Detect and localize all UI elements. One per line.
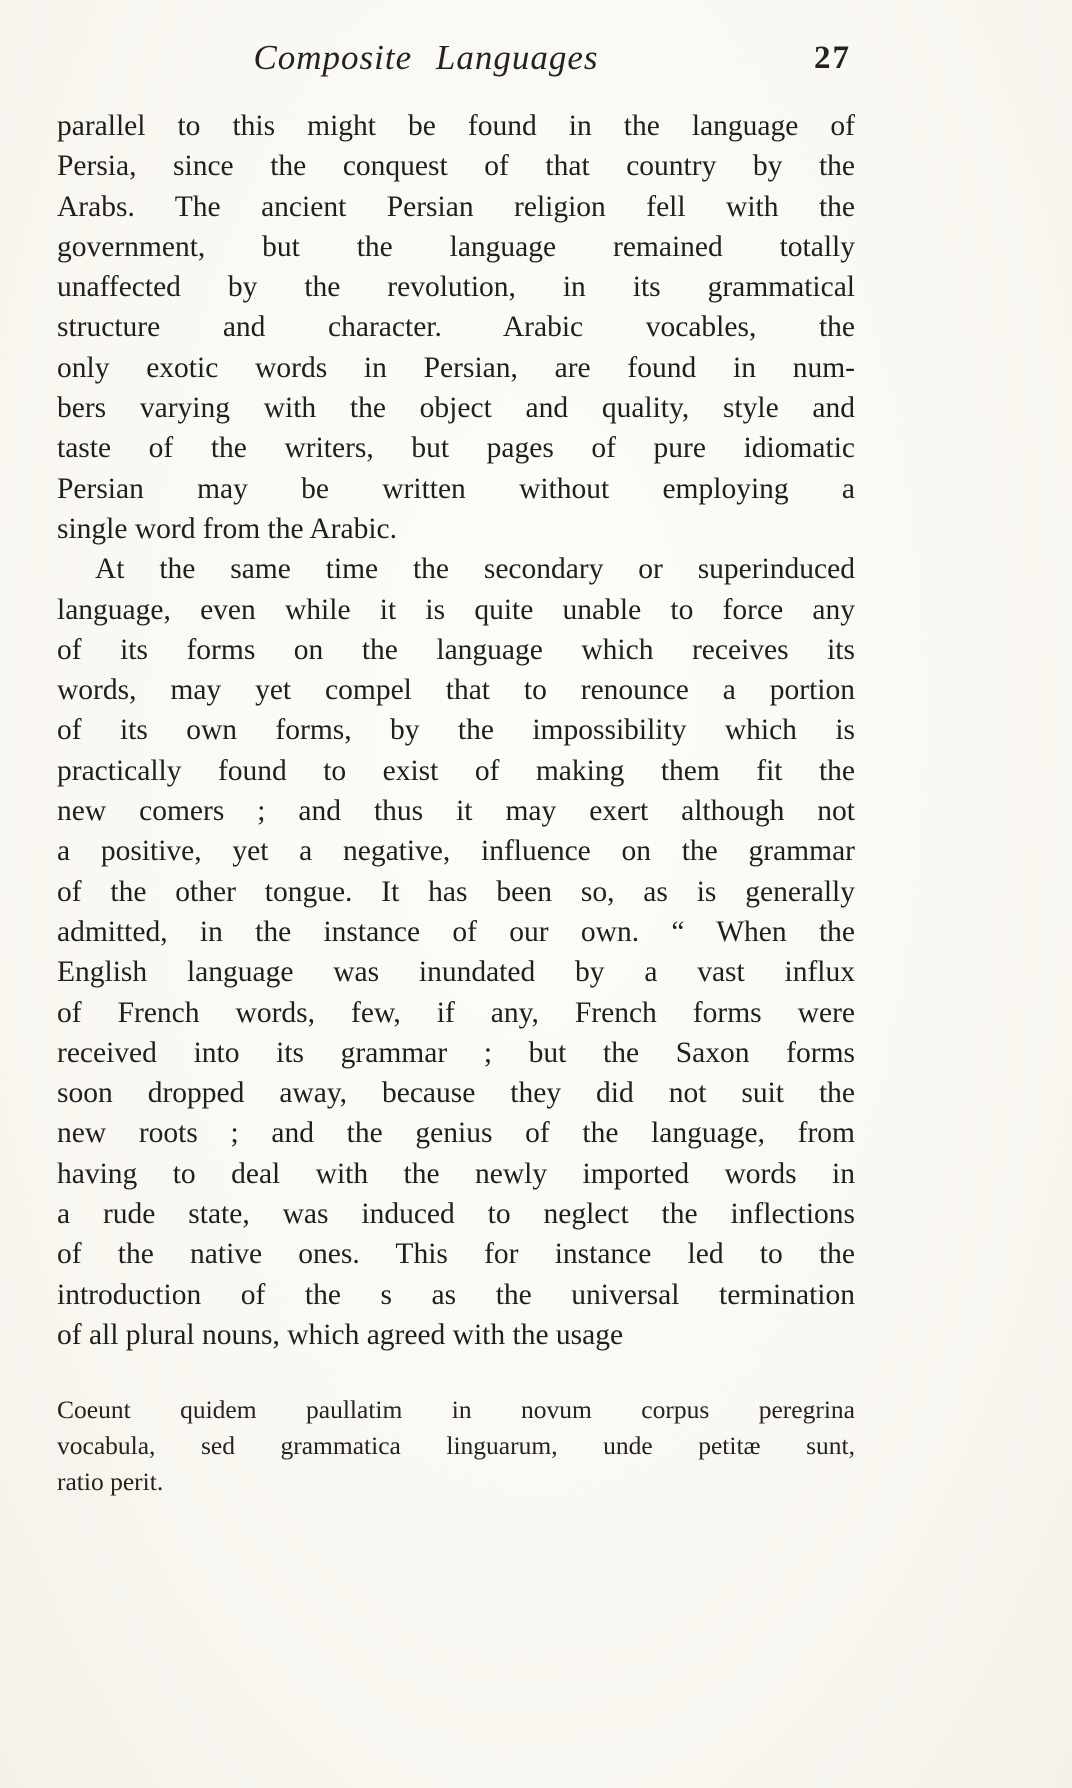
text-line: Coeunt quidem paullatim in novum corpus peregrina	[57, 1395, 855, 1424]
text-line: admitted, in the instance of our own. “ When the	[57, 915, 855, 948]
text-line: practically found to exist of making them fit the	[57, 754, 855, 787]
text-line: language, even while it is quite unable to force any	[57, 593, 855, 626]
paragraph-2	[57, 549, 855, 1355]
text-line: unaffected by the revolution, in its grammatical	[57, 271, 855, 304]
text-line: of its own forms, by the impossibility which is	[57, 714, 855, 747]
text-line: only exotic words in Persian, are found in num-	[57, 351, 855, 384]
text-line: words, may yet compel that to renounce a portion	[57, 674, 855, 707]
text-line: Persia, since the conquest of that country by the	[57, 150, 855, 183]
body-text	[57, 106, 855, 1355]
text-line: Arabs. The ancient Persian religion fell with the	[57, 190, 855, 223]
text-line: bers varying with the object and quality, style and	[57, 392, 855, 425]
text-line: having to deal with the newly imported words in	[57, 1157, 855, 1190]
text-line: of French words, few, if any, French forms were	[57, 996, 855, 1029]
text-line: English language was inundated by a vast influx	[57, 956, 855, 989]
text-line: new roots ; and the genius of the language, from	[57, 1117, 855, 1150]
text-line: At the same time the secondary or superinduced	[95, 553, 855, 586]
paragraph-1	[57, 106, 855, 549]
text-line: government, but the language remained totally	[57, 230, 855, 263]
page-number: 27	[814, 40, 851, 76]
page-header	[57, 38, 855, 94]
footnote	[57, 1392, 855, 1500]
running-title: Composite Languages	[253, 38, 599, 77]
text-line: parallel to this might be found in the language of	[57, 110, 855, 142]
text-line: soon dropped away, because they did not suit the	[57, 1077, 855, 1110]
text-line: of all plural nouns, which agreed with the usage	[57, 1318, 624, 1351]
text-line: of the other tongue. It has been so, as is generally	[57, 875, 855, 908]
text-line: introduction of the s as the universal termination	[57, 1278, 855, 1311]
text-line: of the native ones. This for instance led to the	[57, 1238, 855, 1271]
text-line: received into its grammar ; but the Saxon forms	[57, 1036, 855, 1069]
text-line: of its forms on the language which receives its	[57, 633, 855, 666]
text-line: taste of the writers, but pages of pure idiomatic	[57, 432, 855, 465]
text-line: single word from the Arabic.	[57, 512, 397, 545]
text-line: a positive, yet a negative, influence on the grammar	[57, 835, 855, 868]
text-line: Persian may be written without employing a	[57, 472, 855, 505]
text-line: structure and character. Arabic vocables, the	[57, 311, 855, 344]
text-line: ratio perit.	[57, 1467, 164, 1496]
text-line: a rude state, was induced to neglect the inflections	[57, 1198, 855, 1231]
text-line: new comers ; and thus it may exert although not	[57, 795, 855, 828]
text-line: vocabula, sed grammatica linguarum, unde petitæ sunt,	[57, 1431, 855, 1460]
